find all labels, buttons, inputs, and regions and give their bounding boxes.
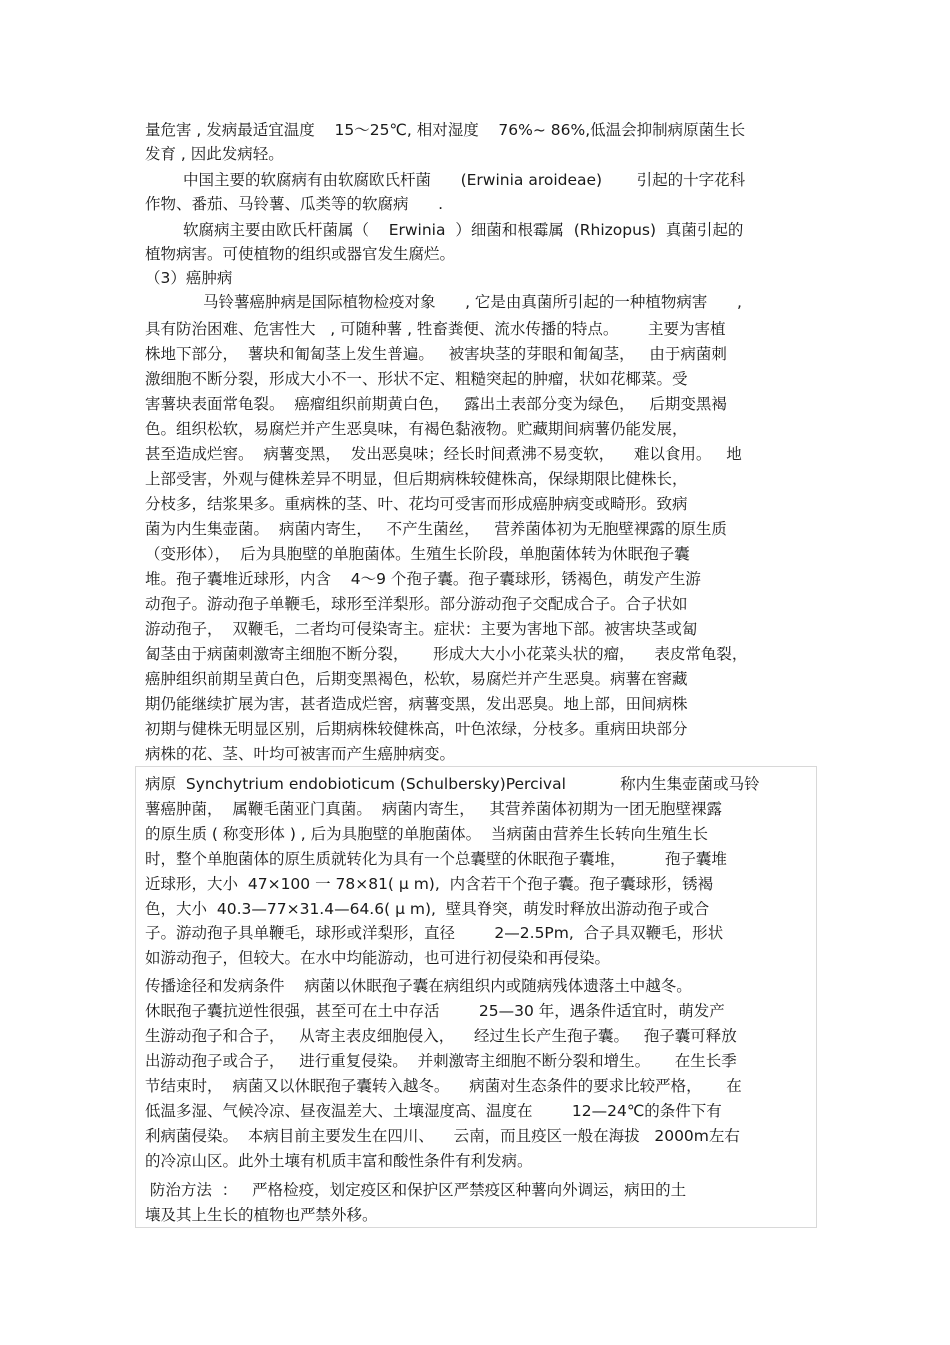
text-line: 作物、番茄、马铃薯、瓜类等的软腐病 . [145, 195, 443, 213]
text-line: 初期与健株无明显区别，后期病株较健株高，叶色浓绿，分枝多。重病田块部分 [145, 720, 688, 738]
box-line: 时，整个单胞菌体的原生质就转化为具有一个总囊壁的休眠孢子囊堆， 孢子囊堆 [145, 850, 727, 868]
text-line: 色。组织松软，易腐烂并产生恶臭味，有褐色黏液物。贮藏期间病薯仍能发展， [145, 420, 688, 438]
box-line: 生游动孢子和合子， 从寄主表皮细胞侵入， 经过生长产生孢子囊。 孢子囊可释放 [145, 1027, 737, 1045]
text-line: 癌肿组织前期呈黄白色，后期变黑褐色，松软，易腐烂并产生恶臭。病薯在窖藏 [145, 670, 688, 688]
text-line: 量危害 , 发病最适宜温度 15～25℃, 相对湿度 76%~ 86%,低温会抑制病原菌生长 [145, 121, 746, 139]
text-line: 动孢子。游动孢子单鞭毛，球形至洋梨形。部分游动孢子交配成合子。合子状如 [145, 595, 688, 613]
box-line: 病原 Synchytrium endobioticum (Schulbersky)Percival 称内生集壶菌或马铃 [145, 775, 760, 793]
text-line: 植物病害。可使植物的组织或器官发生腐烂。 [145, 245, 456, 263]
text-line: 分枝多，结浆果多。重病株的茎、叶、花均可受害而形成癌肿病变或畸形。致病 [145, 495, 688, 513]
text-line: 匐茎由于病菌刺激寄主细胞不断分裂， 形成大大小小花菜头状的瘤， 表皮常龟裂， [145, 645, 748, 663]
box-line: 的原生质 ( 称变形体 ) , 后为具胞壁的单胞菌体。 当病菌由营养生长转向生殖生长 [145, 825, 709, 843]
box-line: 出游动孢子或合子， 进行重复侵染。 并刺激寄主细胞不断分裂和增生。 在生长季 [145, 1052, 737, 1070]
text-line: 具有防治困难、危害性大 , 可随种薯 , 牲畜粪便、流水传播的特点。 主要为害植 [145, 320, 726, 338]
text-line: 株地下部分， 薯块和匍匐茎上发生普遍。 被害块茎的芽眼和匍匐茎， 由于病菌刺 [145, 345, 727, 363]
box-line: 如游动孢子，但较大。在水中均能游动，也可进行初侵染和再侵染。 [145, 949, 611, 967]
box-line: 子。游动孢子具单鞭毛，球形或洋梨形，直径 2—2.5Pm, 合子具双鞭毛，形状 [145, 924, 724, 942]
text-line: 上部受害，外观与健株差异不明显，但后期病株较健株高，保绿期限比健株长， [145, 470, 688, 488]
text-line: 甚至造成烂窖。 病薯变黑， 发出恶臭味；经长时间煮沸不易变软， 难以食用。 地 [145, 445, 742, 463]
text-line: 激细胞不断分裂，形成大小不一、形状不定、粗糙突起的肿瘤，状如花椰菜。受 [145, 370, 688, 388]
section-heading: （3）癌肿病 [145, 269, 233, 287]
box-line: 低温多湿、气候冷凉、昼夜温差大、土壤湿度高、温度在 12—24℃的条件下有 [145, 1102, 722, 1120]
box-line: 色，大小 40.3—77×31.4—64.6( μ m), 壁具脊突，萌发时释放出游动孢子或合 [145, 900, 710, 918]
text-line: 发育 , 因此发病轻。 [145, 145, 284, 163]
box-line: 薯癌肿菌， 属鞭毛菌亚门真菌。 病菌内寄生， 其营养菌体初期为一团无胞壁裸露 [145, 800, 722, 818]
box-line: 的冷凉山区。此外土壤有机质丰富和酸性条件有利发病。 [145, 1152, 533, 1170]
box-line: 休眠孢子囊抗逆性很强，甚至可在土中存活 25—30 年，遇条件适宜时，萌发产 [145, 1002, 725, 1020]
text-line: 游动孢子， 双鞭毛，二者均可侵染寄主。症状：主要为害地下部。被害块茎或匐 [145, 620, 698, 638]
box-line: 防治方法 ： 严格检疫，划定疫区和保护区严禁疫区种薯向外调运，病田的土 [145, 1181, 687, 1199]
text-line: （变形体）， 后为具胞壁的单胞菌体。生殖生长阶段，单胞菌体转为休眠孢子囊 [145, 545, 690, 563]
box-line: 传播途径和发病条件 病菌以休眠孢子囊在病组织内或随病残体遗落土中越冬。 [145, 977, 692, 995]
text-line: 马铃薯癌肿病是国际植物检疫对象 , 它是由真菌所引起的一种植物病害 , [203, 293, 742, 311]
text-line: 软腐病主要由欧氏杆菌属（ Erwinia ）细菌和根霉属 (Rhizopus) 真菌引起的 [183, 221, 744, 239]
box-line: 近球形，大小 47×100 一 78×81( μ m), 内含若干个孢子囊。孢子囊球形，锈褐 [145, 875, 714, 893]
text-line: 菌为内生集壶菌。 病菌内寄生， 不产生菌丝， 营养菌体初为无胞壁裸露的原生质 [145, 520, 727, 538]
text-line: 中国主要的软腐病有由软腐欧氏杆菌 (Erwinia aroideae) 引起的十字花科 [183, 171, 746, 189]
box-line: 壤及其上生长的植物也严禁外移。 [145, 1206, 378, 1224]
text-line: 期仍能继续扩展为害，甚者造成烂窖，病薯变黑，发出恶臭。地上部，田间病株 [145, 695, 688, 713]
box-line: 节结束时， 病菌又以休眠孢子囊转入越冬。 病菌对生态条件的要求比较严格， 在 [145, 1077, 742, 1095]
box-line: 利病菌侵染。 本病目前主要发生在四川、 云南，而且疫区一般在海拔 2000m左右 [145, 1127, 740, 1145]
text-line: 害薯块表面常龟裂。 癌瘤组织前期黄白色， 露出土表部分变为绿色， 后期变黑褐 [145, 395, 727, 413]
text-line: 堆。孢子囊堆近球形，内含 4～9 个孢子囊。孢子囊球形，锈褐色，萌发产生游 [145, 570, 701, 588]
text-line: 病株的花、茎、叶均可被害而产生癌肿病变。 [145, 745, 456, 763]
